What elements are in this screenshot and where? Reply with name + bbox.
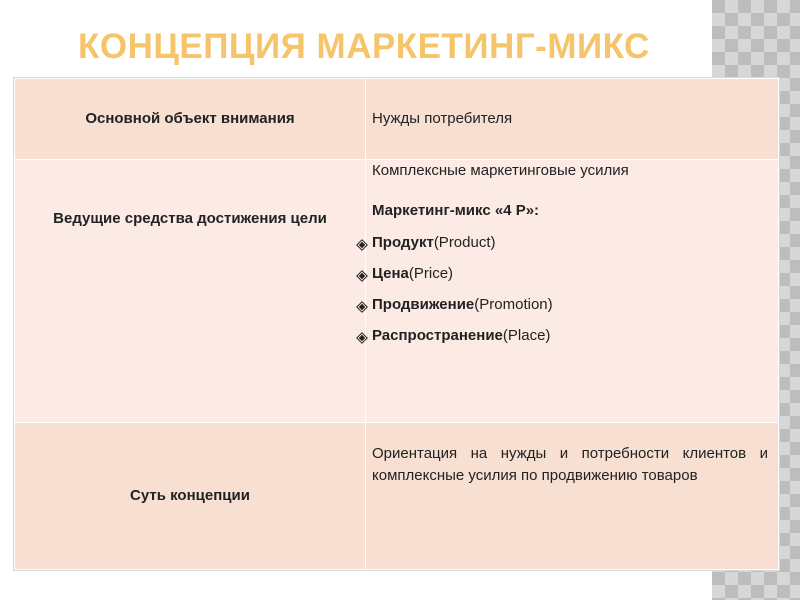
row-value-heading: Комплексные маркетинговые усилия (372, 162, 629, 179)
list-item-rest: (Promotion) (474, 295, 553, 313)
table-cell-right (366, 423, 779, 570)
row-label-container (15, 160, 365, 230)
list-item-rest: (Price) (408, 264, 454, 282)
list-item-strong: Распространение (372, 326, 503, 344)
list-item (372, 294, 766, 315)
table-cell-left (15, 423, 366, 570)
list-item (372, 325, 766, 346)
table-cell-left (15, 160, 366, 423)
list-item (372, 232, 766, 253)
row-value: Ориентация на нужды и потребности клиентов и комплексные усилия по продвижению товаров (372, 445, 768, 484)
row-label: Суть концепции (130, 487, 250, 505)
diamond-bullet-icon (356, 329, 368, 341)
diamond-bullet-icon (356, 267, 368, 279)
table-row (15, 79, 779, 160)
list-item (372, 263, 766, 284)
row-label: Основной объект внимания (85, 110, 295, 128)
list-item-rest: (Place) (502, 326, 551, 344)
list-item-strong: Продукт (372, 233, 434, 251)
list-item-strong: Цена (372, 264, 409, 282)
row-value-subheading: Маркетинг-микс «4 Р»: (372, 201, 540, 219)
table-cell-right (366, 79, 779, 160)
row-value-container (366, 160, 778, 346)
row-value: Нужды потребителя (372, 110, 513, 128)
row-label: Ведущие средства достижения цели (53, 210, 327, 227)
table-cell-left (15, 79, 366, 160)
slide-title: КОНЦЕПЦИЯ МАРКЕТИНГ-МИКС (78, 27, 650, 66)
diamond-bullet-icon (356, 298, 368, 310)
table-row (15, 423, 779, 570)
concept-table (14, 78, 779, 570)
four-p-list (372, 232, 766, 346)
diamond-bullet-icon (356, 236, 368, 248)
list-item-strong: Продвижение (372, 295, 475, 313)
table-cell-right (366, 160, 779, 423)
table-row (15, 160, 779, 423)
list-item-rest: (Product) (433, 233, 496, 251)
